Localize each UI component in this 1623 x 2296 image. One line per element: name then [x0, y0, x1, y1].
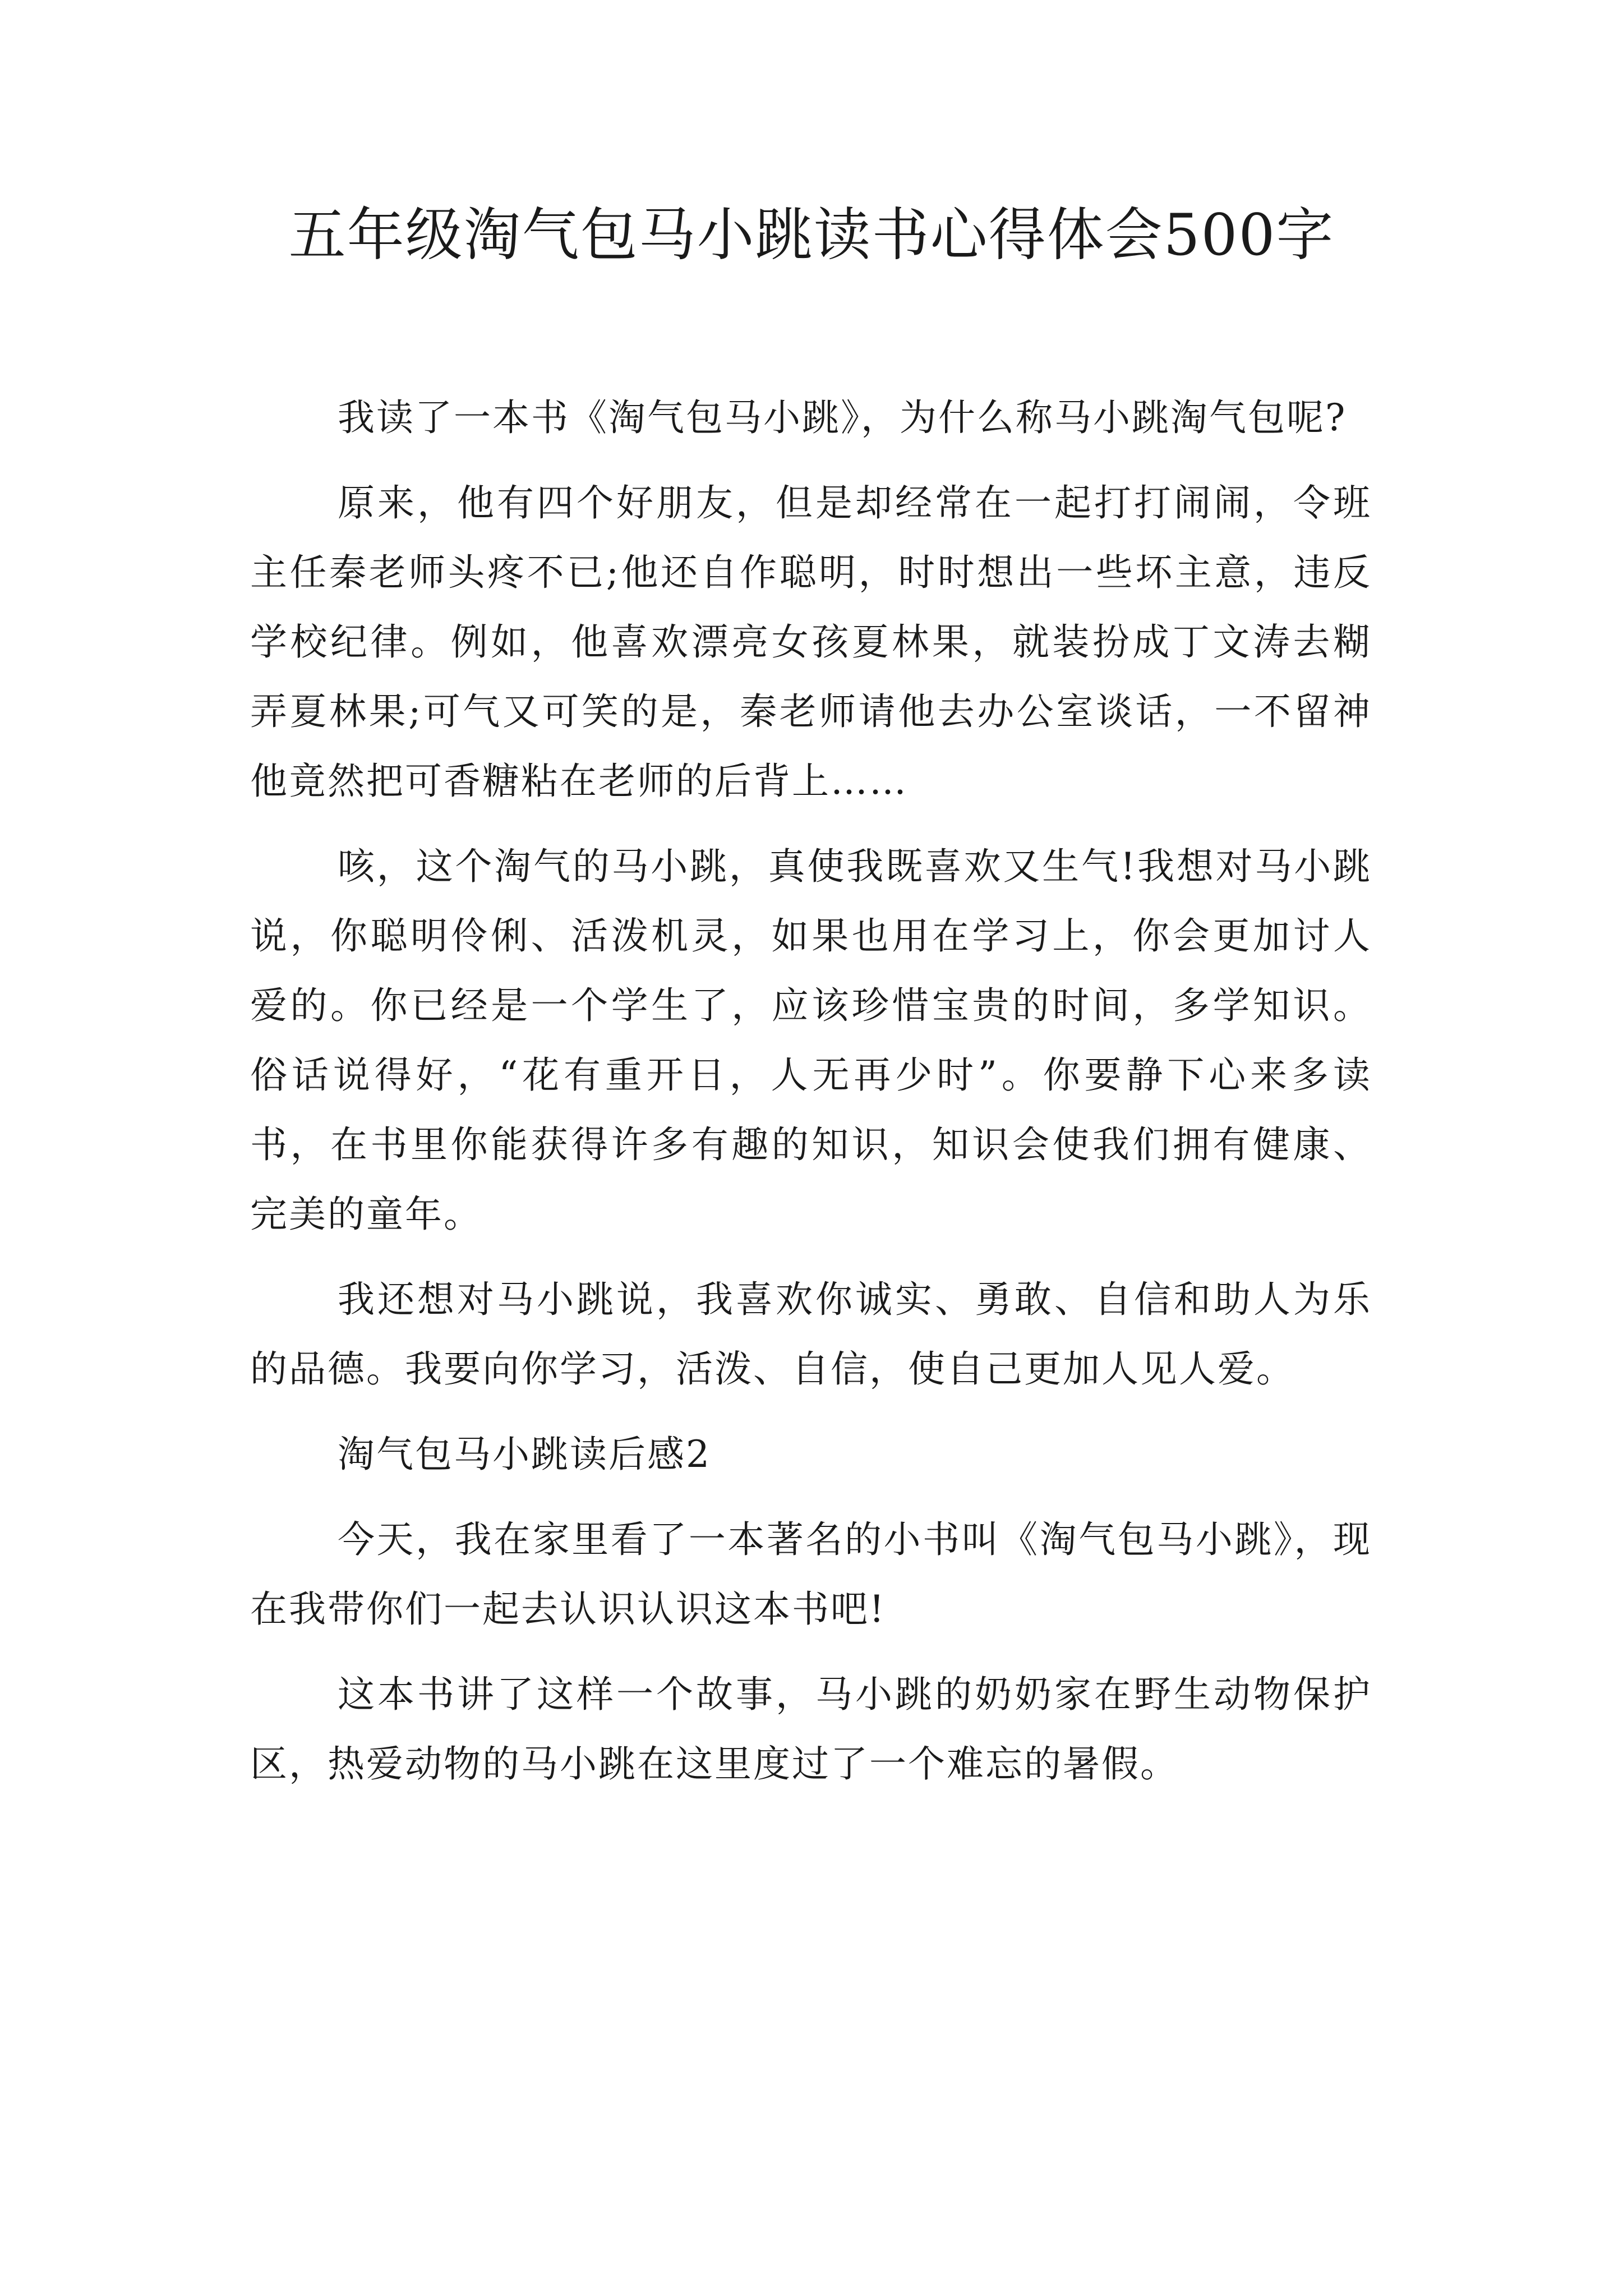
document-title: 五年级淘气包马小跳读书心得体会500字: [288, 202, 1335, 269]
paragraph-1: 我读了一本书《淘气包马小跳》，为什么称马小跳淘气包呢?: [338, 396, 1347, 439]
paragraph-4: 我还想对马小跳说，我喜欢你诚实、勇敢、自信和助人为乐的品德。我要向你学习，活泼、自信，使自己更加人见人爱。: [250, 1278, 1372, 1391]
paragraph-5: 今天，我在家里看了一本著名的小书叫《淘气包马小跳》，现在我带你们一起去认识认识这本书吧!: [250, 1518, 1372, 1631]
document-body: [250, 383, 1372, 1815]
paragraph-3: 咳，这个淘气的马小跳，真使我既喜欢又生气!我想对马小跳说，你聪明伶俐、活泼机灵，如果也用在学习上，你会更加讨人爱的。你已经是一个学生了，应该珍惜宝贵的时间，多学知识。俗话说得好，“花有重开日，人无再少时”。你要静下心来多读书，在书里你能获得许多有趣的知识，知识会使我们拥有健康、完美的童年。: [250, 845, 1372, 1236]
section-heading: 淘气包马小跳读后感2: [338, 1433, 711, 1476]
paragraph-6: 这本书讲了这样一个故事，马小跳的奶奶家在野生动物保护区，热爱动物的马小跳在这里度过了一个难忘的暑假。: [250, 1673, 1372, 1786]
paragraph-2: 原来，他有四个好朋友，但是却经常在一起打打闹闹，令班主任秦老师头疼不已;他还自作聪明，时时想出一些坏主意，违反学校纪律。例如，他喜欢漂亮女孩夏林果，就装扮成丁文涛去糊弄夏林果;可气又可笑的是，秦老师请他去办公室谈话，一不留神他竟然把可香糖粘在老师的后背上……: [250, 481, 1372, 803]
